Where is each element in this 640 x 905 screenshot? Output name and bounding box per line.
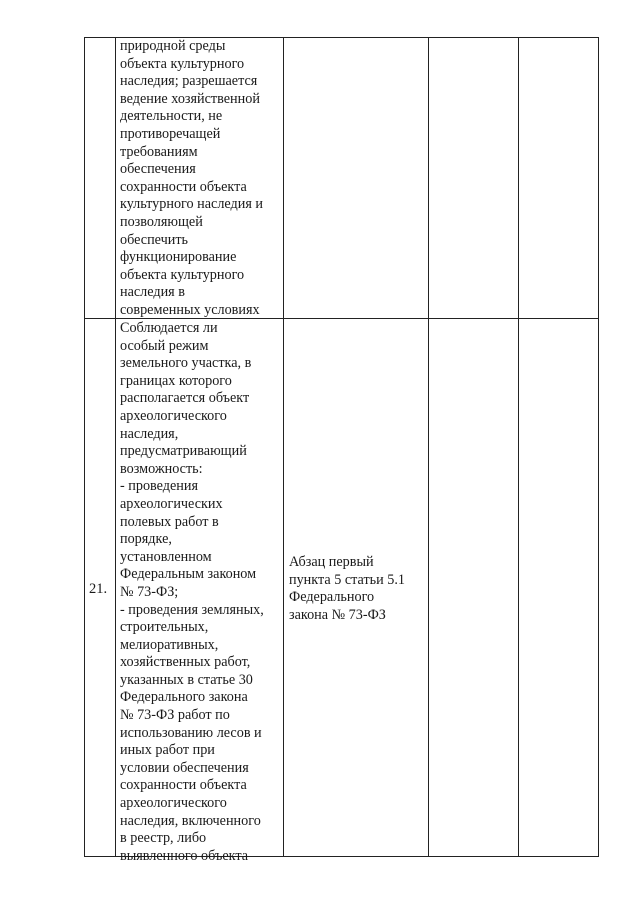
requirement-line: мелиоративных, bbox=[120, 636, 219, 653]
requirement-line: сохранности объекта bbox=[120, 178, 247, 195]
requirement-line: строительных, bbox=[120, 619, 209, 636]
reference-line: Абзац первый bbox=[289, 554, 374, 570]
requirement-line: ведение хозяйственной bbox=[120, 90, 260, 107]
requirement-line: выявленного объекта bbox=[120, 847, 248, 864]
requirement-line: № 73-ФЗ работ по bbox=[120, 707, 230, 724]
requirement-line: - проведения bbox=[120, 478, 199, 495]
requirement-line: Федеральным законом bbox=[120, 566, 257, 583]
requirement-line: - проведения земляных, bbox=[120, 601, 264, 618]
requirement-line: земельного участка, в bbox=[120, 355, 252, 372]
requirement-line: № 73-ФЗ; bbox=[120, 583, 179, 600]
requirement-line: порядке, bbox=[120, 531, 172, 548]
requirement-line: иных работ при bbox=[120, 742, 215, 759]
column-divider-2 bbox=[283, 37, 284, 857]
requirement-line: возможность: bbox=[120, 460, 203, 477]
requirement-line: противоречащей bbox=[120, 125, 221, 142]
requirement-line: Соблюдается ли bbox=[120, 320, 218, 336]
column-divider-1 bbox=[115, 37, 116, 857]
requirement-line: использованию лесов и bbox=[120, 724, 262, 741]
requirement-line: указанных в статье 30 bbox=[120, 671, 253, 688]
table-border-right bbox=[598, 37, 599, 857]
column-divider-4 bbox=[518, 37, 519, 857]
requirement-line: Федерального закона bbox=[120, 689, 248, 706]
requirement-line: функционирование bbox=[120, 249, 237, 266]
requirement-line: границах которого bbox=[120, 372, 232, 389]
requirement-line: наследия в bbox=[120, 284, 185, 301]
requirement-line: требованиям bbox=[120, 143, 198, 160]
requirement-line: культурного наследия и bbox=[120, 196, 264, 213]
requirement-line: археологических bbox=[120, 495, 223, 512]
row-number: 21. bbox=[89, 581, 108, 597]
reference-line: закона № 73-ФЗ bbox=[289, 606, 386, 623]
requirement-line: современных условиях bbox=[120, 301, 260, 318]
requirement-line: условии обеспечения bbox=[120, 759, 249, 776]
reference-line: пункта 5 статьи 5.1 bbox=[289, 571, 405, 588]
requirement-cell-continuation bbox=[120, 38, 263, 320]
requirement-line: располагается объект bbox=[120, 390, 250, 407]
table-border-left bbox=[84, 37, 85, 857]
requirement-line: установленном bbox=[120, 548, 212, 565]
column-divider-3 bbox=[428, 37, 429, 857]
requirement-line: объекта культурного bbox=[120, 266, 245, 283]
requirement-line: археологического bbox=[120, 407, 227, 424]
requirement-line: сохранности объекта bbox=[120, 777, 247, 794]
requirement-line: особый режим bbox=[120, 337, 209, 354]
requirement-line: хозяйственных работ, bbox=[120, 654, 251, 671]
requirement-line: предусматривающий bbox=[120, 443, 247, 460]
requirement-line: археологического bbox=[120, 795, 227, 812]
requirement-line: позволяющей bbox=[120, 213, 203, 230]
requirement-line: наследия, bbox=[120, 425, 179, 442]
requirement-line: объекта культурного bbox=[120, 55, 245, 72]
requirement-line: обеспечения bbox=[120, 161, 196, 178]
requirement-line: наследия, включенного bbox=[120, 812, 261, 829]
legal-reference-cell bbox=[289, 554, 405, 624]
reference-line: Федерального bbox=[289, 589, 375, 606]
requirement-cell bbox=[120, 320, 264, 865]
requirement-line: деятельности, не bbox=[120, 108, 223, 125]
requirement-line: природной среды bbox=[120, 38, 226, 54]
requirement-line: в реестр, либо bbox=[120, 830, 207, 847]
requirement-line: наследия; разрешается bbox=[120, 73, 258, 90]
requirement-line: обеспечить bbox=[120, 231, 189, 248]
requirement-line: полевых работ в bbox=[120, 513, 219, 530]
